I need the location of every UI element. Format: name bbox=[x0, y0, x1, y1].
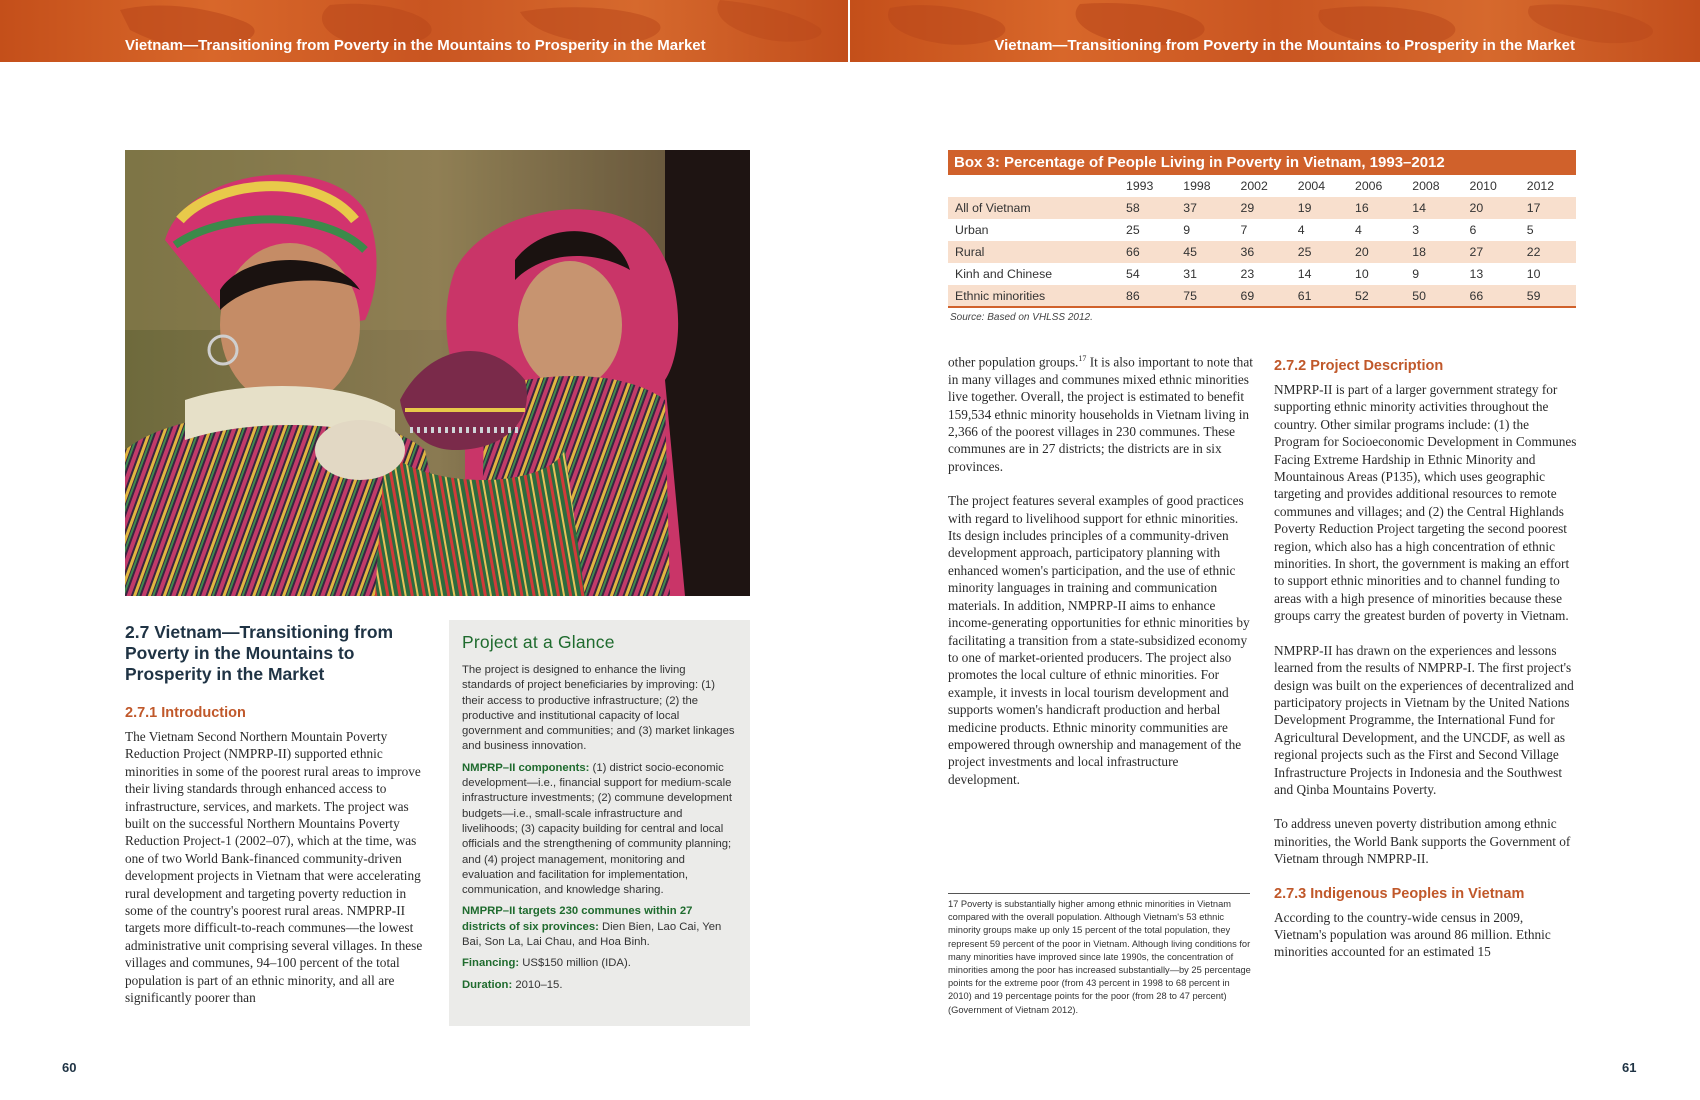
table-row bbox=[948, 241, 1576, 263]
table-cell: 45 bbox=[1175, 241, 1232, 263]
right-header-title: Vietnam—Transitioning from Poverty in the Mountains to Prosperity in the Market bbox=[994, 37, 1575, 54]
table-cell: 36 bbox=[1233, 241, 1290, 263]
table-header-year: 1993 bbox=[1126, 179, 1154, 193]
intro-heading: 2.7.1 Introduction bbox=[125, 705, 246, 721]
table-cell: 59 bbox=[1519, 285, 1576, 307]
table-row bbox=[948, 263, 1576, 285]
table-source-note: Source: Based on VHLSS 2012. bbox=[950, 312, 1093, 323]
right-page-header-banner bbox=[850, 0, 1700, 62]
col1-p1-text-a: other population groups. bbox=[948, 354, 1079, 370]
table-cell: 23 bbox=[1240, 267, 1255, 281]
col2-paragraph-3: To address uneven poverty distribution among ethnic minorities, the World Bank supports the Government of Vietnam through NMPRP-II. bbox=[1274, 816, 1571, 867]
table-cell: 37 bbox=[1175, 197, 1232, 219]
financing-text: US$150 million (IDA). bbox=[519, 957, 631, 970]
footnote-divider bbox=[948, 893, 1250, 894]
row-label: Kinh and Chinese bbox=[955, 267, 1053, 281]
components-label: NMPRP–II components: bbox=[462, 761, 590, 774]
targets-label: NMPRP–II targets 230 communes within 27 districts of six provinces: bbox=[462, 905, 693, 933]
table-cell: 86 bbox=[1118, 285, 1175, 307]
project-description-heading: 2.7.2 Project Description bbox=[1274, 358, 1444, 374]
footnote-17: 17 Poverty is substantially higher among ethnic minorities in Vietnam compared with the overall population. Although Vietnam's 53 ethnic minority groups make up only 15 percent of the total population, they represent 59 percent of the poor in Vietnam. Although living conditions for many minorities have improved since late 1990s, the concentration of minorities among the poor has increased substantially—by 25 percentage points for the extreme poor (from 43 percent in 1998 to 68 percent in 2010) and 19 percentage points for the poor (from 28 to 47 percent) (Government of Vietnam 2012). bbox=[948, 899, 1251, 1015]
row-label: All of Vietnam bbox=[948, 197, 1118, 219]
financing-label: Financing: bbox=[462, 957, 520, 970]
right-column-2 bbox=[1274, 358, 1577, 961]
poverty-table bbox=[948, 175, 1576, 308]
table-cell: 69 bbox=[1233, 285, 1290, 307]
table-cell: 10 bbox=[1355, 267, 1369, 281]
right-column-1 bbox=[948, 350, 1253, 788]
table-cell: 58 bbox=[1118, 197, 1175, 219]
col1-p1-text-b: It is also important to note that in many villages and communes mixed ethnic minorities live together. Overall, the project is estimated to benefit 159,534 ethnic minority households in Vietnam living in 2,366 of the poorest villages in 230 communes. These communes are in 27 districts; the districts are in six provinces. bbox=[948, 354, 1253, 474]
table-cell: 16 bbox=[1347, 197, 1404, 219]
hmong-women-photo bbox=[125, 150, 750, 596]
table-cell: 25 bbox=[1290, 241, 1347, 263]
glance-title: Project at a Glance bbox=[462, 632, 615, 652]
table-header-year: 2010 bbox=[1469, 179, 1497, 193]
table-cell: 20 bbox=[1347, 241, 1404, 263]
col2-paragraph-4: According to the country-wide census in 2009, Vietnam's population was around 86 million. Ethnic minorities accounted for an estimated 15 bbox=[1274, 909, 1551, 960]
glance-targets bbox=[462, 904, 737, 950]
right-page-number: 61 bbox=[1622, 1060, 1637, 1075]
table-cell: 9 bbox=[1412, 267, 1420, 281]
section-title: 2.7 Vietnam—Transitioning from Poverty in the Mountains to Prosperity in the Market bbox=[125, 622, 394, 684]
table-cell: 17 bbox=[1519, 197, 1576, 219]
intro-paragraph: The Vietnam Second Northern Mountain Poverty Reduction Project (NMPRP-II) supported ethnic minorities in some of the poorest rural areas to improve their living standards through enhanced access to infrastructure, services, and markets. The project was built on the successful Northern Mountains Poverty Reduction Project-1 (2002–07), which at the time, was one of two World Bank-financed community-driven development projects in Vietnam that were accelerating rural development and targeting poverty reduction in some of the country's poorest rural areas. NMPRP-II targets more difficult-to-reach communes—the lowest administrative unit comprising several villages. In these villages and communes, 94–100 percent of the total population is part of an ethnic minority, and all are significantly poorer than bbox=[125, 729, 423, 1006]
targets-text: Dien Bien, Lao Cai, Yen Bai, Son La, Lai Chau, and Hoa Binh. bbox=[462, 920, 722, 949]
table-row bbox=[948, 219, 1576, 241]
table-cell: 61 bbox=[1290, 285, 1347, 307]
glance-financing bbox=[462, 956, 737, 971]
duration-label: Duration: bbox=[462, 978, 513, 991]
components-text: (1) district socio-economic development—i.e., financial support for medium-scale infrastructure investments; (2) commune development budgets—i.e., small-scale infrastructure and livelihoods; (3) capacity building for central and local officials and the strengthening of community planning; and (4) project management, monitoring and evaluation and facilitation for implementation, communication, and knowledge sharing. bbox=[462, 761, 732, 897]
table-cell: 14 bbox=[1297, 267, 1312, 281]
table-cell: 31 bbox=[1183, 267, 1197, 281]
table-cell: 66 bbox=[1462, 285, 1519, 307]
left-page-number: 60 bbox=[62, 1060, 77, 1075]
row-label: Ethnic minorities bbox=[948, 285, 1118, 307]
table-header-year: 2008 bbox=[1412, 179, 1440, 193]
table-cell: 25 bbox=[1126, 223, 1140, 237]
table-cell: 4 bbox=[1355, 223, 1362, 237]
table-cell: 6 bbox=[1469, 223, 1477, 237]
glance-intro: The project is designed to enhance the living standards of project beneficiaries by improving: (1) their access to productive infrastructure; (2) the productive and institutional capacity of local government and communities; and (3) market linkages and business innovation. bbox=[462, 664, 735, 753]
table-cell: 54 bbox=[1126, 267, 1140, 281]
project-at-a-glance-box bbox=[449, 620, 750, 1026]
table-header-year: 2002 bbox=[1240, 179, 1268, 193]
left-page-header-banner bbox=[0, 0, 848, 62]
table-cell: 13 bbox=[1469, 267, 1484, 281]
table-cell: 7 bbox=[1240, 223, 1248, 237]
table-cell: 52 bbox=[1347, 285, 1404, 307]
table-cell: 4 bbox=[1297, 223, 1305, 237]
table-row bbox=[948, 285, 1576, 307]
footnote-ref-17: 17 bbox=[1078, 354, 1087, 363]
row-label: Rural bbox=[948, 241, 1118, 263]
col2-paragraph-1: NMPRP-II is part of a larger government strategy for supporting ethnic minority activities throughout the country. Other similar programs include: (1) the Program for Socioeconomic Development in Communes Facing Extreme Hardship in Ethnic Minority and Mountainous Areas (P135), which uses geographic targeting and provides additional resources to remote communes and villages; and (2) the Central Highlands Poverty Reduction Project targeting the second poorest region, which also has a high concentration of ethnic minorities. In short, the government is making an effort to support ethnic minorities and to channel funding to areas with a high presence of minorities because these groups carry the greatest burden of poverty in Vietnam. bbox=[1274, 382, 1577, 624]
box-3-poverty-table bbox=[948, 150, 1576, 323]
table-cell: 3 bbox=[1412, 223, 1420, 237]
table-cell: 75 bbox=[1175, 285, 1232, 307]
table-header-blank bbox=[948, 175, 1118, 197]
table-cell: 50 bbox=[1404, 285, 1461, 307]
table-cell: 29 bbox=[1233, 197, 1290, 219]
table-cell: 22 bbox=[1519, 241, 1576, 263]
left-intro-column bbox=[125, 705, 425, 1007]
table-row bbox=[948, 197, 1576, 219]
table-cell: 9 bbox=[1183, 223, 1191, 237]
table-header-year: 1998 bbox=[1183, 179, 1211, 193]
table-cell: 14 bbox=[1404, 197, 1461, 219]
table-cell: 19 bbox=[1290, 197, 1347, 219]
table-header-year: 2004 bbox=[1297, 179, 1326, 193]
glance-duration bbox=[462, 978, 737, 993]
col1-paragraph-2: The project features several examples of good practices with regard to livelihood support for ethnic minorities. Its design includes principles of a community-driven development approach, participatory planning with enhanced women's participation, and the use of ethnic minority languages in training and communication materials. In addition, NMPRP-II aims to enhance income-generating opportunities for ethnic minorities by facilitating a transition from a state-subsidized economy to one of market-oriented producers. The project also promotes the local culture of ethnic minorities. For example, it invests in local tourism development and supports women's handicraft production and herbal medicine products. Ethnic minority communities are empowered through ownership and management of the project investments and local infrastructure development. bbox=[948, 493, 1250, 787]
photo-illustration bbox=[125, 150, 750, 596]
row-label: Urban bbox=[955, 223, 989, 237]
table-header-year: 2006 bbox=[1355, 179, 1383, 193]
table-cell: 5 bbox=[1526, 223, 1534, 237]
table-cell: 18 bbox=[1404, 241, 1461, 263]
table-cell: 66 bbox=[1118, 241, 1175, 263]
table-cell: 20 bbox=[1462, 197, 1519, 219]
glance-components bbox=[462, 761, 737, 899]
col1-paragraph-1 bbox=[948, 350, 1253, 475]
table-cell: 27 bbox=[1462, 241, 1519, 263]
table-cell: 10 bbox=[1526, 267, 1541, 281]
col2-paragraph-2: NMPRP-II has drawn on the experiences and lessons learned from the results of NMPRP-I. The first project's design was built on the experiences of decentralized and participatory projects in Vietnam by the United Nations Development Programme, the International Fund for Agricultural Development, and the UNCDF, as well as regional projects such as the First and Second Village Infrastructure Projects in Indonesia and the Southwest and Qinba Mountains Poverty. bbox=[1274, 642, 1574, 797]
left-header-title: Vietnam—Transitioning from Poverty in the Mountains to Prosperity in the Market bbox=[125, 37, 706, 54]
duration-text: 2010–15. bbox=[512, 978, 563, 991]
indigenous-peoples-heading: 2.7.3 Indigenous Peoples in Vietnam bbox=[1274, 885, 1525, 902]
box-title: Box 3: Percentage of People Living in Poverty in Vietnam, 1993–2012 bbox=[948, 150, 1576, 175]
table-header-year: 2012 bbox=[1526, 179, 1555, 193]
table-header-row bbox=[948, 175, 1576, 197]
